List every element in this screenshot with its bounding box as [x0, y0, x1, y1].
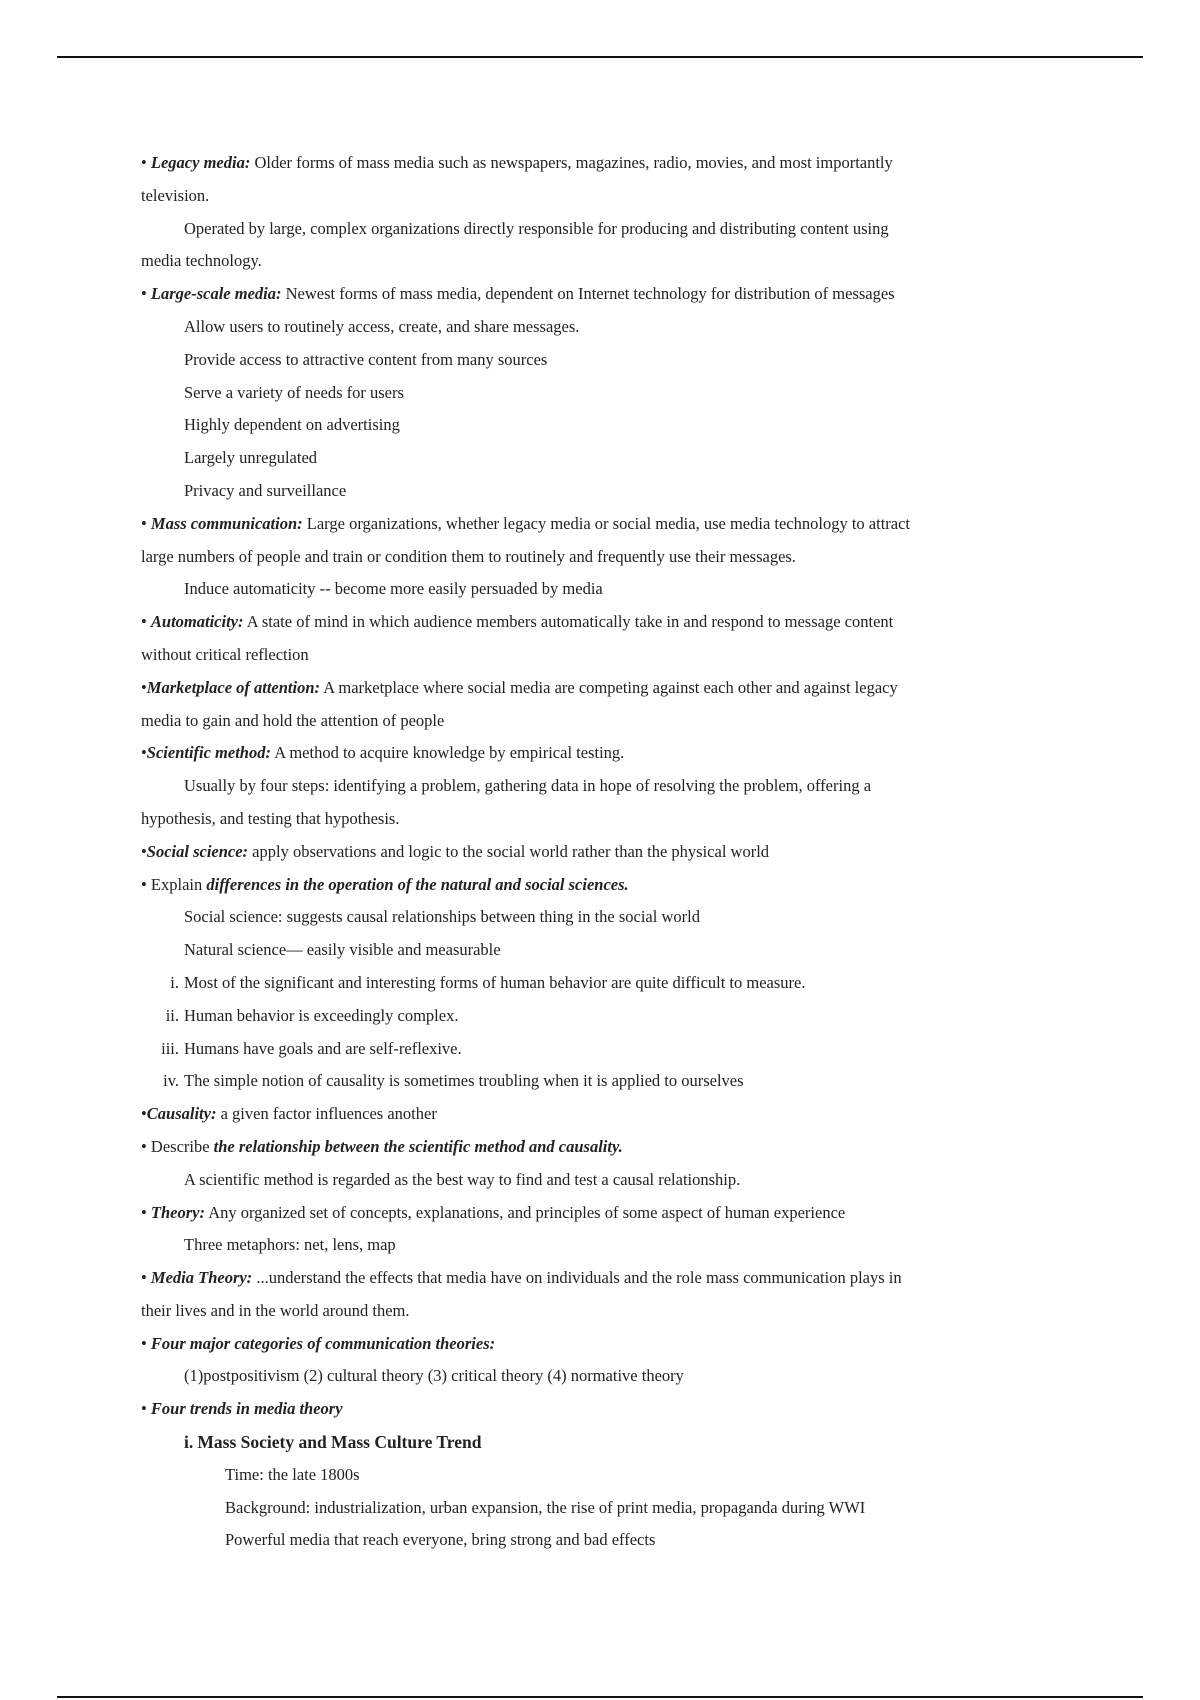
- bullet-marker: •: [141, 841, 147, 861]
- doc-line: [141, 606, 1061, 639]
- doc-line: [170, 967, 1061, 1000]
- term-label: the relationship between the scientific method and causality.: [213, 1136, 623, 1156]
- doc-line: [184, 377, 1061, 410]
- term-label: Social science:: [146, 841, 249, 861]
- doc-line: [184, 1426, 1061, 1459]
- term-label: Causality:: [146, 1104, 217, 1124]
- line-text: apply observations and logic to the social world rather than the physical world: [248, 841, 770, 861]
- doc-line: [141, 869, 1061, 902]
- doc-line: [141, 1393, 1061, 1426]
- doc-line: [141, 508, 1061, 541]
- line-text: their lives and in the world around them.: [141, 1300, 410, 1320]
- line-text: Three metaphors: net, lens, map: [184, 1235, 396, 1255]
- bullet-marker: •: [141, 677, 147, 697]
- doc-line: [141, 1295, 1061, 1328]
- roman-numeral: iv.: [163, 1071, 179, 1091]
- doc-line: [141, 803, 1061, 836]
- line-text: (1)postpositivism (2) cultural theory (3) critical theory (4) normative theory: [184, 1366, 684, 1386]
- doc-line: [184, 573, 1061, 606]
- line-text: hypothesis, and testing that hypothesis.: [141, 808, 400, 828]
- line-text: Privacy and surveillance: [184, 480, 347, 500]
- term-label: Legacy media:: [150, 153, 251, 172]
- term-label: Large-scale media:: [150, 284, 282, 304]
- doc-line: [184, 475, 1061, 508]
- line-text: Human behavior is exceedingly complex.: [184, 1005, 459, 1025]
- line-text: ...understand the effects that media have on individuals and the role mass communication plays in: [252, 1268, 902, 1288]
- term-label: Automaticity:: [150, 612, 244, 632]
- line-text: Highly dependent on advertising: [184, 415, 400, 435]
- doc-line: [141, 705, 1061, 738]
- term-label: Theory:: [150, 1202, 205, 1222]
- heading-number: i.: [184, 1432, 194, 1453]
- term-label: Four trends in media theory: [150, 1399, 343, 1419]
- roman-numeral: iii.: [161, 1038, 179, 1058]
- line-text: large numbers of people and train or condition them to routinely and frequently use their messages.: [141, 546, 796, 566]
- line-text: Any organized set of concepts, explanations, and principles of some aspect of human experience: [204, 1202, 846, 1222]
- line-text: Natural science— easily visible and measurable: [184, 940, 501, 960]
- line-text: Explain: [150, 874, 207, 894]
- line-text: media to gain and hold the attention of people: [141, 710, 445, 730]
- doc-line: [184, 409, 1061, 442]
- line-text: a given factor influences another: [216, 1104, 437, 1124]
- doc-line: [225, 1459, 1061, 1492]
- doc-line: [141, 639, 1061, 672]
- doc-line: [141, 1328, 1061, 1361]
- bullet-marker: •: [141, 1136, 151, 1156]
- doc-line: [225, 1492, 1061, 1525]
- line-text: Older forms of mass media such as newspapers, magazines, radio, movies, and most importantly: [250, 153, 893, 172]
- line-text: Most of the significant and interesting forms of human behavior are quite difficult to measure.: [184, 972, 806, 992]
- line-text: Operated by large, complex organizations directly responsible for producing and distributing content using: [184, 218, 889, 238]
- term-label: Four major categories of communication theories:: [150, 1333, 496, 1353]
- line-text: Serve a variety of needs for users: [184, 382, 404, 402]
- term-label: differences in the operation of the natural and social sciences.: [206, 874, 629, 894]
- line-text: Usually by four steps: identifying a problem, gathering data in hope of resolving the problem, offering a: [184, 776, 872, 796]
- line-text: television.: [141, 185, 210, 205]
- doc-line: [184, 344, 1061, 377]
- line-text: Background: industrialization, urban expansion, the rise of print media, propaganda during WWI: [225, 1497, 866, 1517]
- term-label: Marketplace of attention:: [146, 677, 321, 697]
- bullet-marker: •: [141, 284, 151, 304]
- doc-line: [141, 836, 1061, 869]
- bullet-marker: •: [141, 874, 151, 894]
- doc-line: [141, 1262, 1061, 1295]
- doc-line: [163, 1065, 1061, 1098]
- bullet-marker: •: [141, 1399, 151, 1419]
- line-text: Describe: [150, 1136, 214, 1156]
- line-text: A scientific method is regarded as the best way to find and test a causal relationship.: [184, 1169, 741, 1189]
- bullet-marker: •: [141, 1268, 151, 1288]
- doc-line: [141, 737, 1061, 770]
- doc-line: [184, 442, 1061, 475]
- line-text: A state of mind in which audience members automatically take in and respond to message content: [243, 612, 894, 632]
- doc-line: [225, 1524, 1061, 1557]
- doc-line: [141, 245, 1061, 278]
- line-text: Large organizations, whether legacy media or social media, use media technology to attract: [302, 513, 911, 533]
- doc-line: [141, 180, 1061, 213]
- line-text: Largely unregulated: [184, 448, 318, 468]
- document-body: [141, 147, 1061, 1557]
- line-text: Allow users to routinely access, create, and share messages.: [184, 316, 580, 336]
- line-text: The simple notion of causality is sometimes troubling when it is applied to ourselves: [184, 1071, 744, 1091]
- line-text: Humans have goals and are self-reflexive.: [184, 1038, 462, 1058]
- doc-line: [141, 1131, 1061, 1164]
- doc-line: [184, 770, 1061, 803]
- roman-numeral: i.: [170, 972, 179, 992]
- doc-line: [184, 1164, 1061, 1197]
- bottom-rule: [57, 1696, 1143, 1698]
- bullet-marker: •: [141, 612, 151, 632]
- line-text: Time: the late 1800s: [225, 1464, 360, 1484]
- doc-line: [184, 901, 1061, 934]
- roman-numeral: ii.: [165, 1005, 179, 1025]
- doc-line: [141, 278, 1061, 311]
- doc-line: [165, 1000, 1061, 1033]
- bullet-marker: •: [141, 1333, 151, 1353]
- doc-line: [141, 147, 1061, 180]
- bullet-marker: •: [141, 153, 151, 172]
- term-label: Media Theory:: [150, 1268, 253, 1288]
- doc-line: [184, 311, 1061, 344]
- line-text: A method to acquire knowledge by empirical testing.: [270, 743, 625, 763]
- doc-line: [184, 1360, 1061, 1393]
- line-text: Induce automaticity -- become more easily persuaded by media: [184, 579, 603, 599]
- line-text: without critical reflection: [141, 644, 309, 664]
- bullet-marker: •: [141, 1202, 151, 1222]
- line-text: media technology.: [141, 251, 262, 271]
- term-label: Mass communication:: [150, 513, 303, 533]
- doc-line: [161, 1033, 1061, 1066]
- line-text: Powerful media that reach everyone, bring strong and bad effects: [225, 1530, 656, 1550]
- section-heading: Mass Society and Mass Culture Trend: [197, 1432, 482, 1453]
- line-text: Social science: suggests causal relationships between thing in the social world: [184, 907, 700, 927]
- doc-line: [141, 1197, 1061, 1230]
- bullet-marker: •: [141, 743, 147, 763]
- doc-line: [184, 213, 1061, 246]
- bullet-marker: •: [141, 1104, 147, 1124]
- term-label: Scientific method:: [146, 743, 271, 763]
- doc-line: [141, 672, 1061, 705]
- doc-line: [184, 1229, 1061, 1262]
- top-rule: [57, 56, 1143, 58]
- line-text: A marketplace where social media are competing against each other and against legacy: [320, 677, 898, 697]
- doc-line: [141, 541, 1061, 574]
- bullet-marker: •: [141, 513, 151, 533]
- line-text: Newest forms of mass media, dependent on Internet technology for distribution of messages: [281, 284, 895, 304]
- doc-line: [141, 1098, 1061, 1131]
- line-text: Provide access to attractive content from many sources: [184, 349, 548, 369]
- doc-line: [184, 934, 1061, 967]
